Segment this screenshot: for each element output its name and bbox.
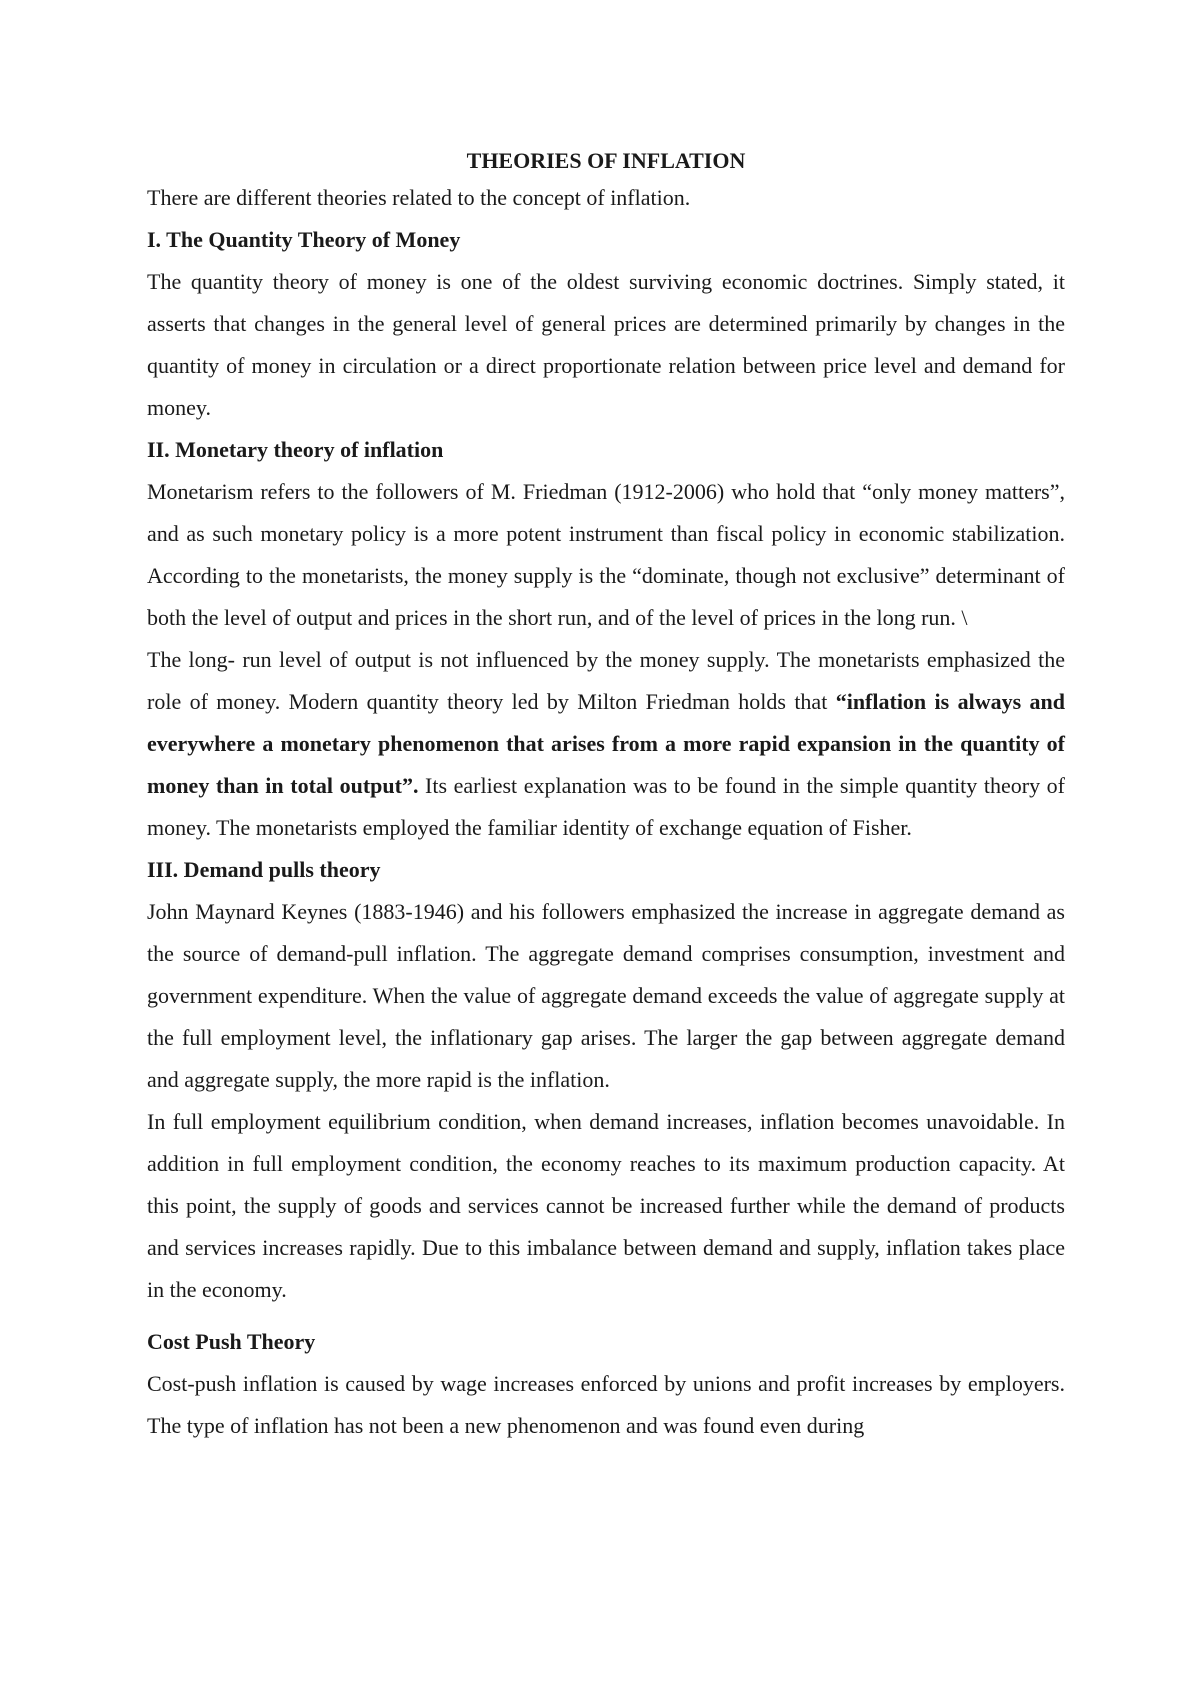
section-heading-monetary-theory: II. Monetary theory of inflation [147,437,444,462]
section-gap [147,1311,1065,1321]
section-heading-quantity-theory: I. The Quantity Theory of Money [147,227,461,252]
intro-text: There are different theories related to the concept of inflation. [147,185,691,210]
document-title: THEORIES OF INFLATION [466,148,746,173]
section-paragraph-quantity-theory: The quantity theory of money is one of the oldest surviving economic doctrines. Simply stated, it asserts that changes in the general level of general prices are determined primarily by changes in the quantity of money in circulation or a direct proportionate relation between price level and demand for money. [147,269,1065,420]
section-paragraph-keynes: John Maynard Keynes (1883-1946) and his followers emphasized the increase in aggregate demand as the source of demand-pull inflation. The aggregate demand comprises consumption, investment and government expenditure. When the value of aggregate demand exceeds the value of aggregate supply at the full employment level, the inflationary gap arises. The larger the gap between aggregate demand and aggregate supply, the more rapid is the inflation. [147,899,1065,1092]
section-paragraph-monetarism: Monetarism refers to the followers of M. Friedman (1912-2006) who hold that “only money matters”, and as such monetary policy is a more potent instrument than fiscal policy in economic stabilization. According to the monetarists, the money supply is the “dominate, though not exclusive” determinant of both the level of output and prices in the short run, and of the level of prices in the long run. \ [147,479,1065,630]
section-paragraph-cost-push: Cost-push inflation is caused by wage increases enforced by unions and profit increases by employers. The type of inflation has not been a new phenomenon and was found even during [147,1371,1065,1438]
section-heading-demand-pull: III. Demand pulls theory [147,857,381,882]
section-paragraph-modern-quantity-theory [147,639,1065,849]
paragraph-text-end: Its earliest explanation was to be found in the simple quantity theory of money. The monetarists employed the familiar identity of exchange equation of Fisher. [147,773,1066,840]
paragraph-text-start: The long- run level of output is not influenced by the money supply. The monetarists emphasized the role of money. Modern quantity theory led by Milton Friedman holds that [147,647,1065,714]
friedman-quote: “inflation is always and everywhere a monetary phenomenon that arises from a more rapid expansion in the quantity of money than in total output”. [147,689,1065,798]
section-heading-cost-push: Cost Push Theory [147,1329,316,1354]
document-page [147,140,1065,1447]
section-paragraph-full-employment: In full employment equilibrium condition, when demand increases, inflation becomes unavoidable. In addition in full employment condition, the economy reaches to its maximum production capacity. At this point, the supply of goods and services cannot be increased further while the demand of products and services increases rapidly. Due to this imbalance between demand and supply, inflation takes place in the economy. [147,1109,1065,1302]
